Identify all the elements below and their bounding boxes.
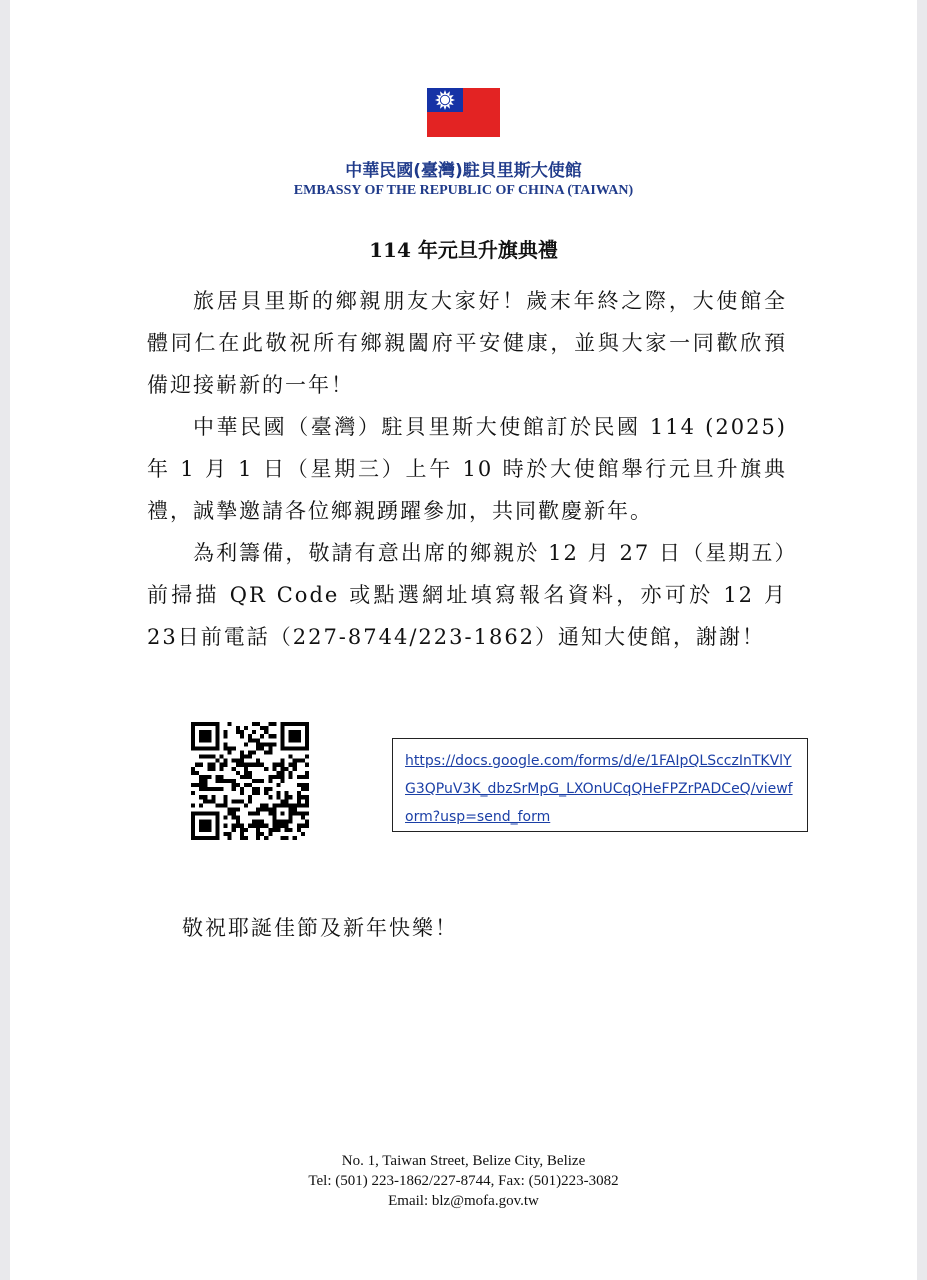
qr-code-icon[interactable] bbox=[191, 722, 309, 840]
closing-greeting: 敬祝耶誕佳節及新年快樂！ bbox=[182, 916, 458, 940]
notice-body bbox=[147, 280, 787, 658]
roc-flag-icon bbox=[427, 88, 500, 137]
notice-title: 114 年元旦升旗典禮 bbox=[369, 238, 558, 262]
paragraph-ceremony: 中華民國（臺灣）駐貝里斯大使館訂於民國 114 (2025)年 1 月 1 日（星期三）上午 10 時於大使館舉行元旦升旗典禮，誠摯邀請各位鄉親踴躍參加，共同歡慶新年。 bbox=[147, 415, 787, 523]
embassy-name-chinese: 中華民國(臺灣)駐貝里斯大使館 bbox=[345, 161, 582, 181]
embassy-contact-footer bbox=[10, 1151, 917, 1211]
footer-address: No. 1, Taiwan Street, Belize City, Belize bbox=[341, 1153, 586, 1169]
form-link-box bbox=[392, 738, 808, 832]
embassy-name-english: EMBASSY OF THE REPUBLIC OF CHINA (TAIWAN) bbox=[293, 183, 634, 198]
footer-email: Email: blz@mofa.gov.tw bbox=[388, 1193, 539, 1209]
paragraph-greeting: 旅居貝里斯的鄉親朋友大家好！歲末年終之際，大使館全體同仁在此敬祝所有鄉親闔府平安健康，並與大家一同歡欣預備迎接嶄新的一年！ bbox=[147, 289, 787, 397]
registration-form-link[interactable]: https://docs.google.com/forms/d/e/1FAIpQLScczInTKVlYG3QPuV3K_dbzSrMpG_LXOnUCqQHeFPZrPADCeQ/viewform?usp=send_form bbox=[405, 753, 793, 825]
paragraph-registration: 為利籌備，敬請有意出席的鄉親於 12 月 27 日（星期五）前掃描 QR Code 或點選網址填寫報名資料，亦可於 12 月 23日前電話（227-8744/223-1862）通知大使館，謝謝！ bbox=[147, 541, 787, 649]
letter-page bbox=[10, 0, 917, 1280]
footer-phone-fax: Tel: (501) 223-1862/227-8744, Fax: (501)223-3082 bbox=[308, 1173, 619, 1189]
